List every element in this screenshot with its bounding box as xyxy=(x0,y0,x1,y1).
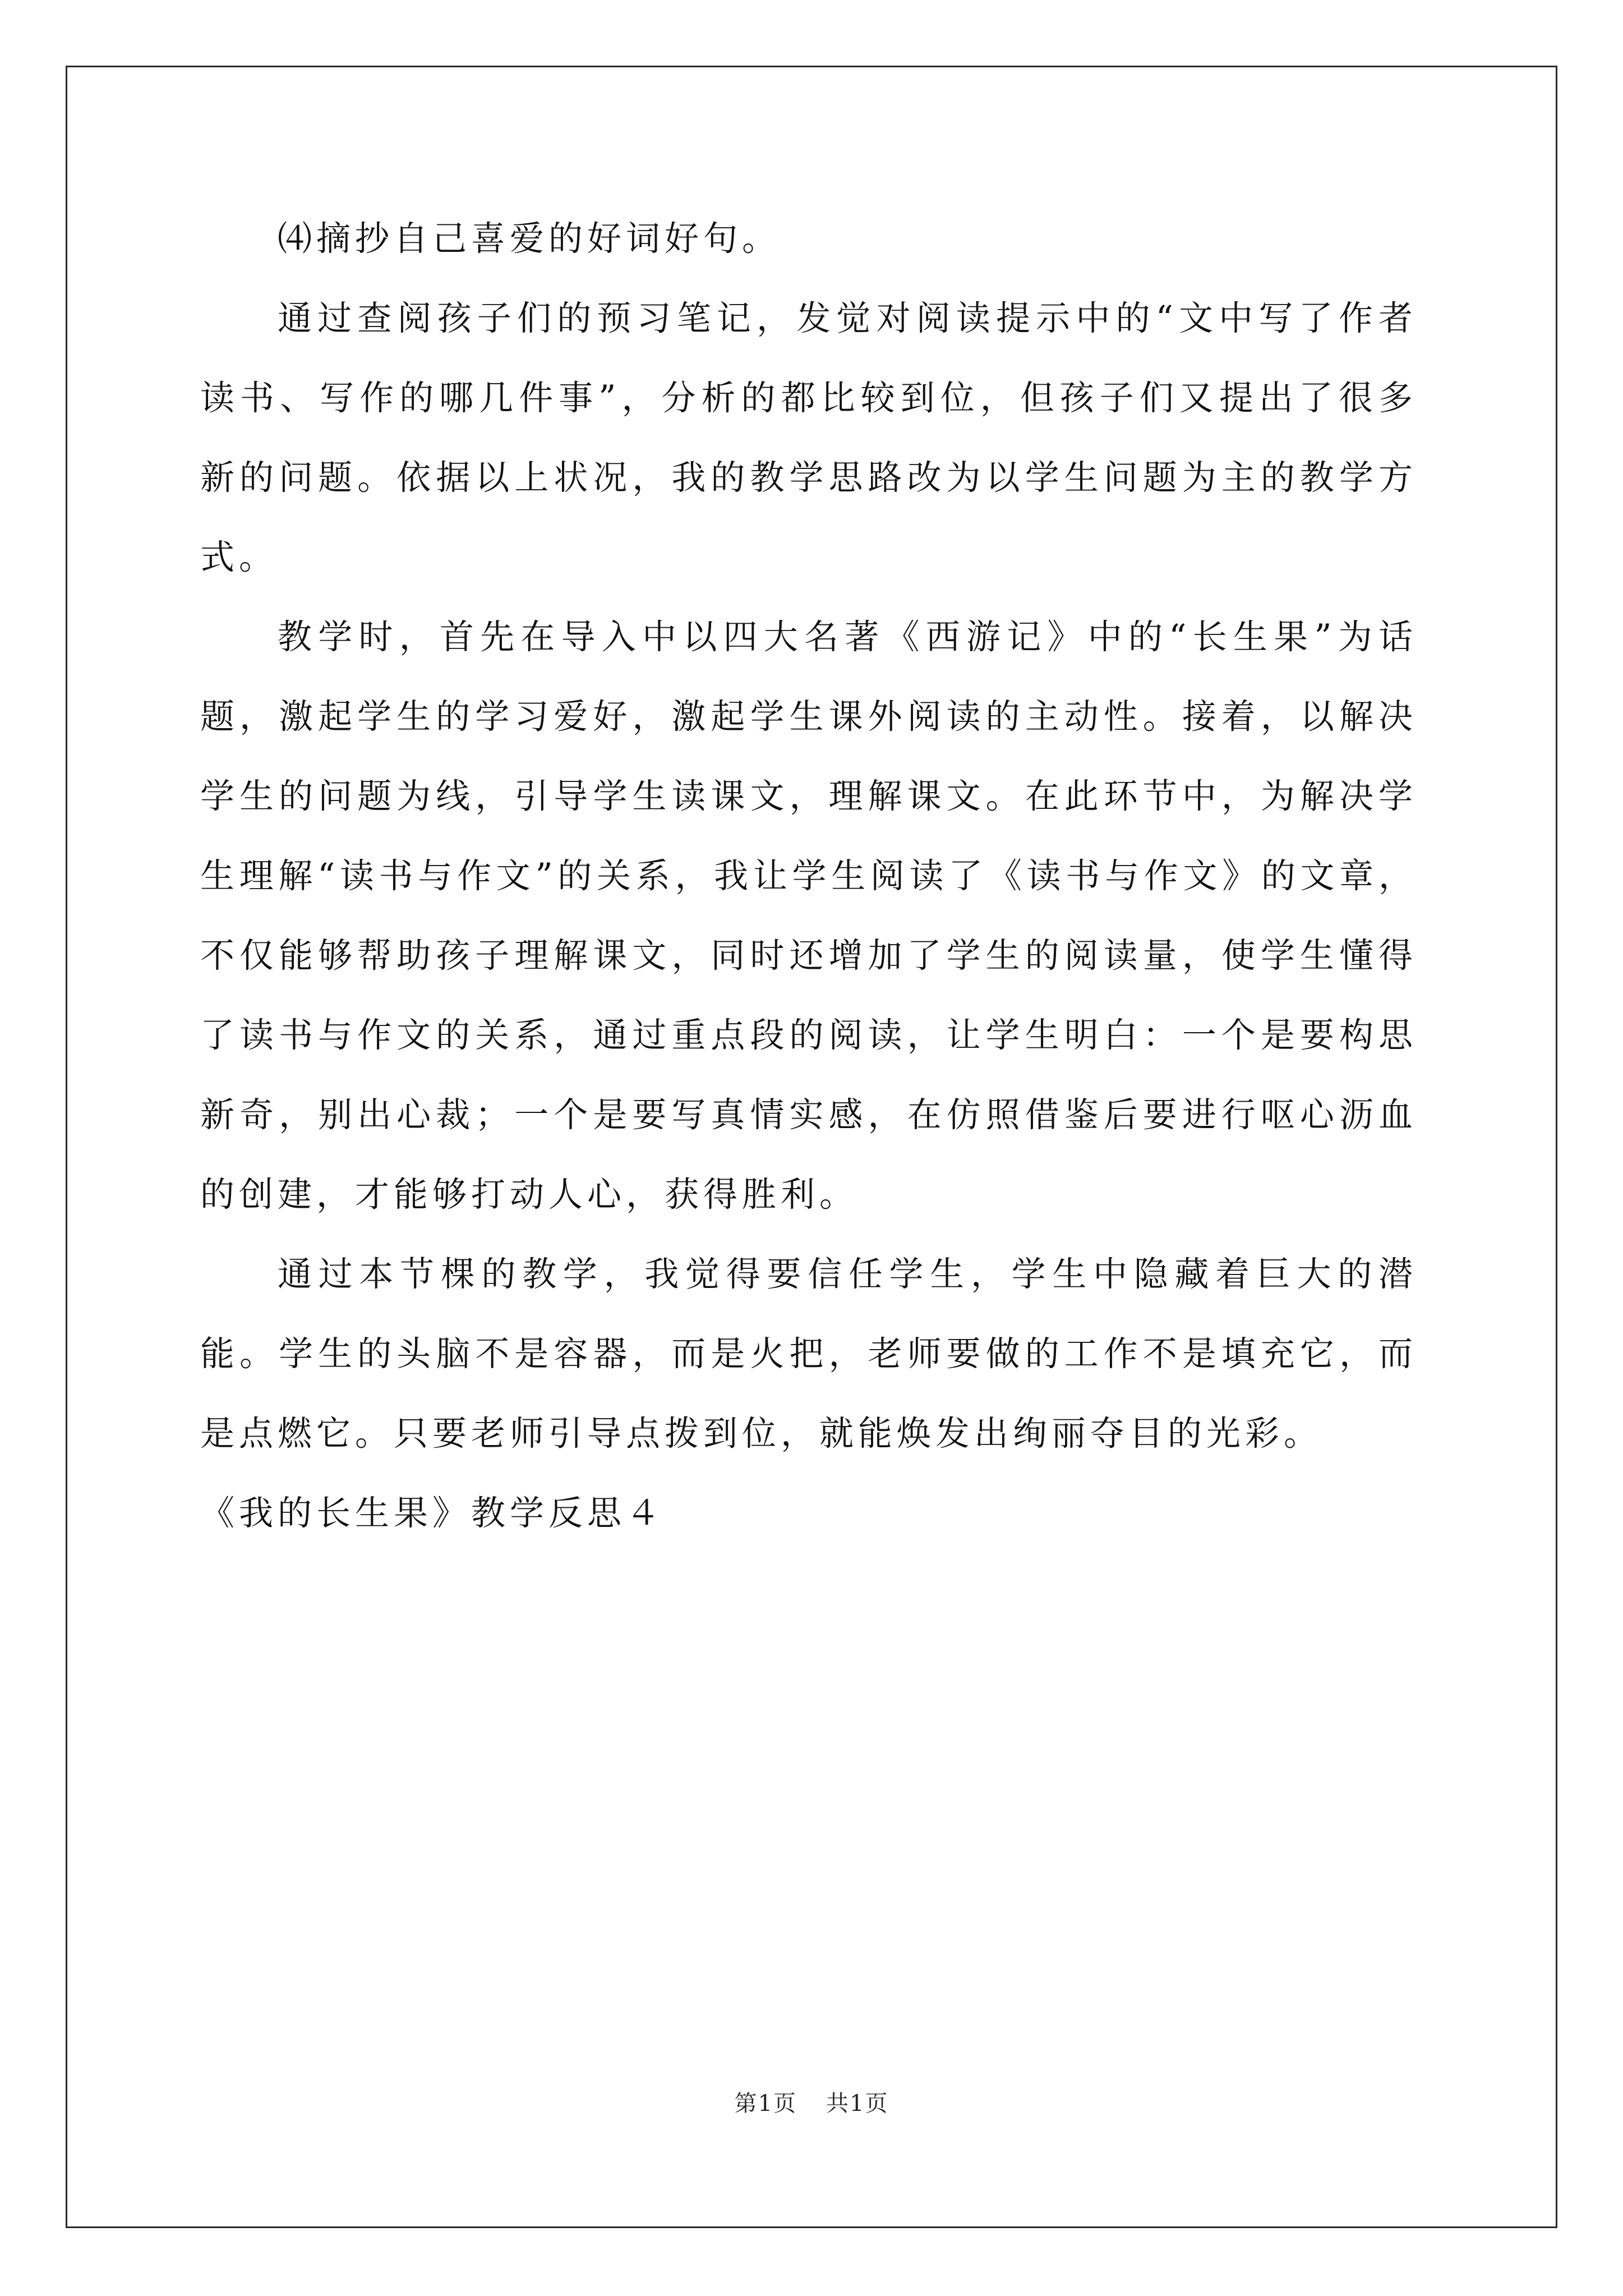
document-body xyxy=(200,199,1417,1553)
paragraph-3: 教学时，首先在导入中以四大名著《西游记》中的“长生果”为话题，激起学生的学习爱好，激起学生课外阅读的主动性。接着，以解决学生的问题为线，引导学生读课文，理解课文。在此环节中，为解决学生理解“读书与作文”的关系，我让学生阅读了《读书与作文》的文章，不仅能够帮助孩子理解课文，同时还增加了学生的阅读量，使学生懂得了读书与作文的关系，通过重点段的阅读，让学生明白：一个是要构思新奇，别出心裁；一个是要写真情实感，在仿照借鉴后要进行呕心沥血的创建，才能够打动人心，获得胜利。 xyxy=(200,617,1417,1214)
page-number-current: 第1页 xyxy=(734,2091,797,2116)
paragraph-2: 通过查阅孩子们的预习笔记，发觉对阅读提示中的“文中写了作者读书、写作的哪几件事”，分析的都比较到位，但孩子们又提出了很多新的问题。依据以上状况，我的教学思路改为以学生问题为主的教学方式。 xyxy=(200,298,1417,577)
section-heading: 《我的长生果》教学反思４ xyxy=(200,1493,665,1533)
paragraph-4: 通过本节棵的教学，我觉得要信任学生，学生中隐藏着巨大的潜能。学生的头脑不是容器，而是火把，老师要做的工作不是填充它，而是点燃它。只要老师引导点拨到位，就能焕发出绚丽夺目的光彩。 xyxy=(200,1254,1417,1453)
page-footer xyxy=(0,2086,1623,2118)
page-number-total: 共1页 xyxy=(826,2091,889,2116)
paragraph-1: ⑷摘抄自己喜爱的好词好句。 xyxy=(278,219,781,259)
